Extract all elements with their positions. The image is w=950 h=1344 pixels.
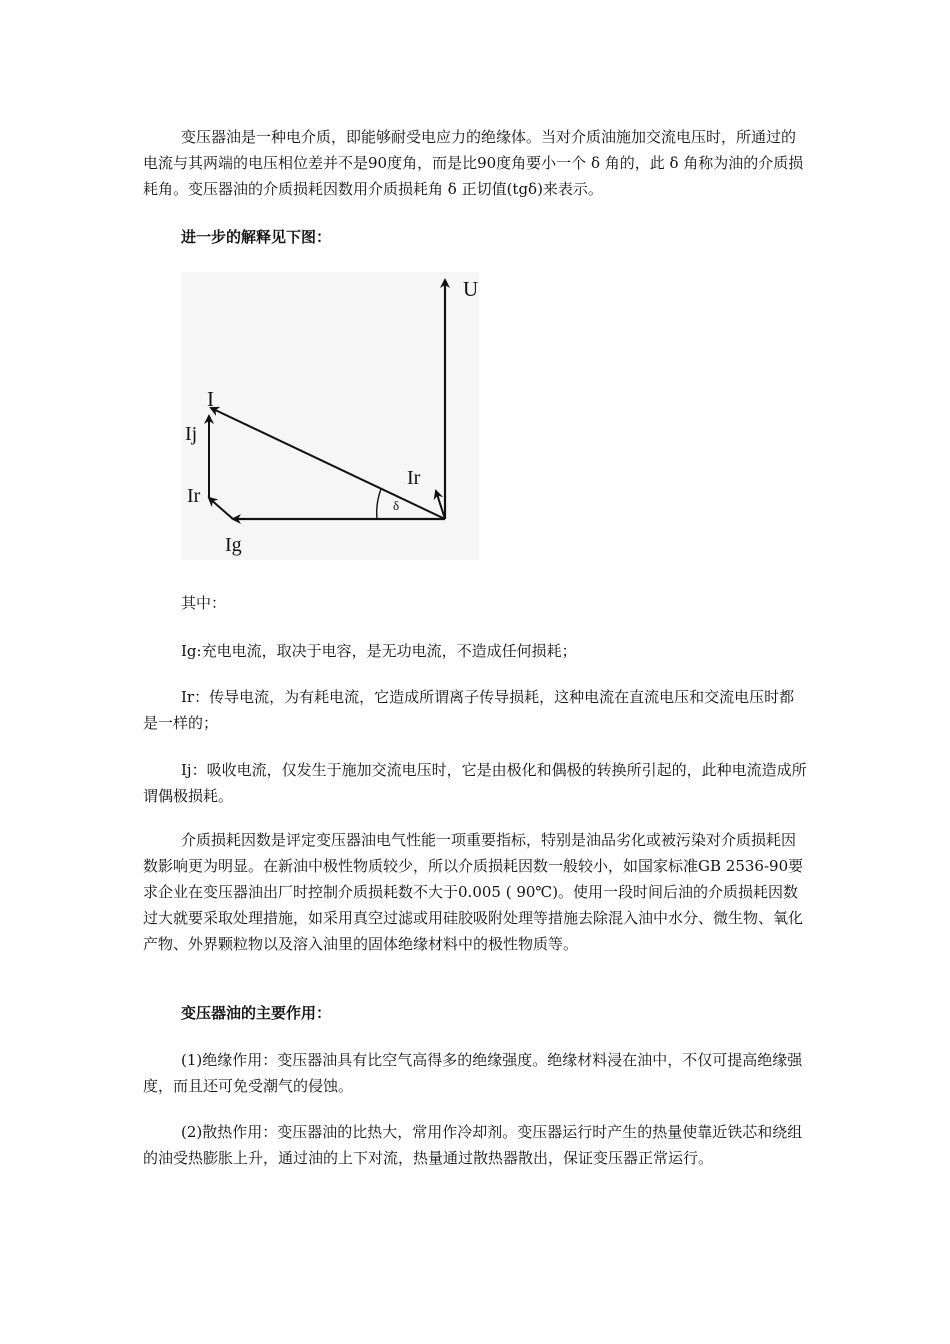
label-i: I xyxy=(207,387,214,411)
ir-vector-left xyxy=(209,498,233,519)
label-ig: Ig xyxy=(225,534,242,556)
main-functions-heading: 变压器油的主要作用： xyxy=(181,1004,332,1022)
function-cooling: (2)散热作用：变压器油的比热大，常用作冷却剂。变压器运行时产生的热量使靠近铁芯和绕组的油受热膨胀上升，通过油的上下对流，热量通过散热器散出，保证变压器正常运行。 xyxy=(143,1123,803,1167)
among-label: 其中： xyxy=(181,594,227,612)
ir-definition: Ir：传导电流，为有耗电流，它造成所谓离子传导损耗，这种电流在直流电压和交流电压时都是一样的； xyxy=(143,688,795,732)
delta-angle-arc xyxy=(377,489,381,519)
function-insulation: (1)绝缘作用：变压器油具有比空气高得多的绝缘强度。绝缘材料浸在油中，不仅可提高绝缘强度，而且还可免受潮气的侵蚀。 xyxy=(143,1051,803,1095)
ig-definition: Ig:充电电流，取决于电容，是无功电流，不造成任何损耗； xyxy=(181,642,577,660)
i-vector xyxy=(211,408,445,519)
label-u: U xyxy=(463,277,479,301)
further-explanation-heading: 进一步的解释见下图： xyxy=(181,228,332,246)
label-ij: Ij xyxy=(185,423,198,445)
label-ir-left: Ir xyxy=(187,485,201,507)
intro-paragraph: 变压器油是一种电介质，即能够耐受电应力的绝缘体。当对介质油施加交流电压时，所通过的电流与其两端的电压相位差并不是90度角，而是比90度角要小一个 δ 角的，此 δ 角称为油的介质损耗角。变压器油的介质损耗因数用介质损耗角 δ 正切值(tgδ)来表示。 xyxy=(143,128,804,198)
label-delta: δ xyxy=(393,498,400,513)
phasor-diagram-svg xyxy=(181,272,479,560)
ij-definition: Ij：吸收电流，仅发生于施加交流电压时，它是由极化和偶极的转换所引起的，此种电流造成所谓偶极损耗。 xyxy=(143,761,807,805)
phasor-diagram xyxy=(181,272,479,560)
label-ir-right: Ir xyxy=(407,467,421,489)
dielectric-loss-paragraph: 介质损耗因数是评定变压器油电气性能一项重要指标，特别是油品劣化或被污染对介质损耗因数影响更为明显。在新油中极性物质较少，所以介质损耗因数一般较小，如国家标准GB 2536-90要求企业在变压器油出厂时控制介质损耗数不大于0.005 ( 90℃)。使用一段时间后油的介质损耗因数过大就要采取处理措施，如采用真空过滤或用硅胶吸附处理等措施去除混入油中水分、微生物、氧化产物、外界颗粒物以及溶入油里的固体绝缘材料中的极性物质等。 xyxy=(143,831,804,953)
